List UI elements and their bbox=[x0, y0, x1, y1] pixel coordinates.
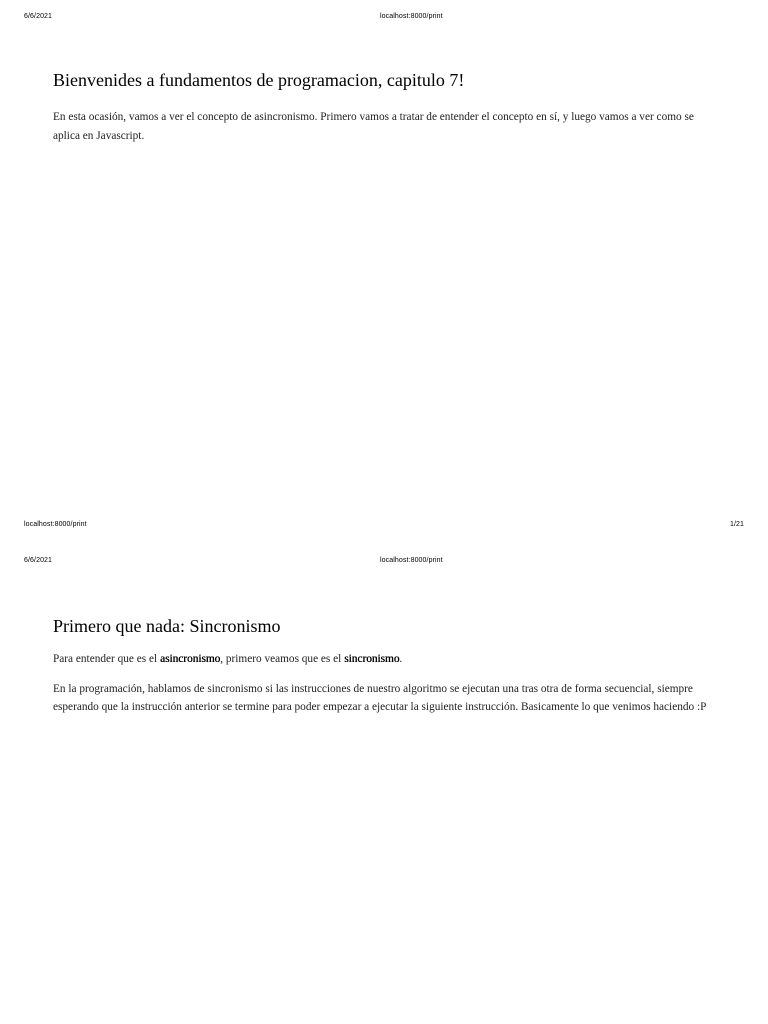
print-header-url: localhost:8000/print bbox=[380, 13, 443, 20]
definition-paragraph: En la programación, hablamos de sincronismo si las instrucciones de nuestro algoritmo se ejecutan una tras otra de forma secuencial, siempre esperando que la instrucción anterior se termine para poder empezar a ejecutar la siguiente instrucción. Basicamente lo que venimos haciendo :P bbox=[53, 682, 707, 713]
term-asincronismo: asincronismo bbox=[159, 653, 221, 665]
print-header-date: 6/6/2021 bbox=[24, 557, 53, 564]
section-title: Primero que nada: Sincronismo bbox=[53, 616, 281, 636]
intro-text: Para entender que es el bbox=[53, 653, 160, 665]
print-footer-url: localhost:8000/print bbox=[24, 521, 87, 528]
intro-text: , primero veamos que es el bbox=[220, 653, 345, 665]
print-header-url: localhost:8000/print bbox=[380, 557, 443, 564]
page-content bbox=[53, 614, 718, 717]
page-number: 1/21 bbox=[729, 521, 744, 528]
term-sincronismo: sincronismo bbox=[344, 653, 400, 665]
intro-text: . bbox=[399, 653, 403, 665]
intro-paragraph bbox=[53, 650, 718, 669]
intro-paragraph: En esta ocasión, vamos a ver el concepto de asincronismo. Primero vamos a tratar de entender el concepto en sí, y luego vamos a ver como se aplica en Javascript. bbox=[53, 111, 694, 142]
print-header-date: 6/6/2021 bbox=[24, 13, 53, 20]
print-page-2 bbox=[0, 544, 768, 1024]
page-title: Bienvenides a fundamentos de programacion, capitulo 7! bbox=[53, 70, 465, 90]
page-content bbox=[53, 68, 718, 145]
